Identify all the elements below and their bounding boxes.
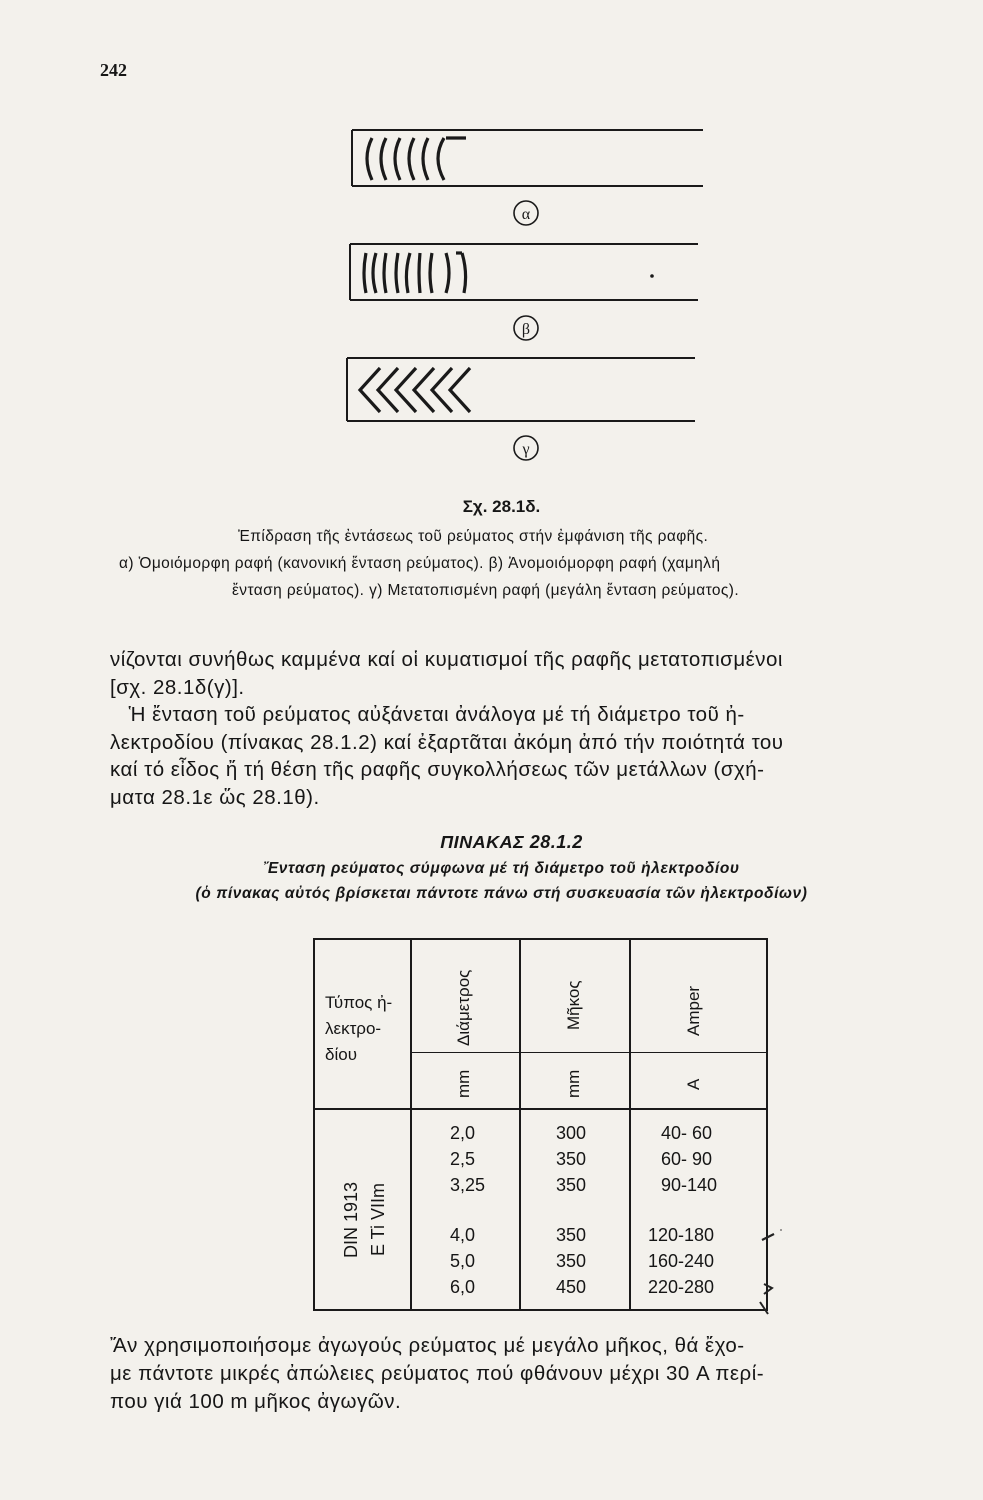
label-beta: β bbox=[521, 321, 531, 338]
figure-title: Σχ. 28.1δ. bbox=[462, 497, 541, 516]
electrode-type-line-2: E Ti VIIm bbox=[368, 1182, 388, 1256]
label-alpha: α bbox=[521, 206, 531, 223]
body-line: [σχ. 28.1δ(γ)]. bbox=[110, 675, 245, 699]
cell-length: 450 bbox=[556, 1277, 587, 1297]
page-number: 242 bbox=[100, 60, 127, 80]
table-subtitle-2: (ὁ πίνακας αὐτός βρίσκεται πάντοτε πάνω στή συσκευασία τῶν ἠλεκτροδίων) bbox=[195, 885, 808, 902]
cell-amper: 220-280 bbox=[648, 1277, 715, 1297]
cell-amper: 60- 90 bbox=[661, 1149, 713, 1169]
cell-diameter: 2,5 bbox=[450, 1149, 476, 1169]
type-header-line: Τύπος ἠ- bbox=[325, 993, 393, 1012]
label-gamma: γ bbox=[522, 441, 530, 458]
caption-line-2: α) Ὁμοιόμορφη ραφή (κανονική ἔνταση ρεύματος). β) Ἀνομοιόμορφη ραφή (χαμηλή bbox=[119, 555, 721, 572]
body-line: ματα 28.1ε ὥς 28.1θ). bbox=[110, 785, 320, 809]
cell-amper: 40- 60 bbox=[661, 1123, 713, 1143]
unit-amper: A bbox=[684, 1078, 703, 1090]
panel-gamma bbox=[347, 358, 695, 421]
cell-length: 350 bbox=[556, 1251, 587, 1271]
figure-weld-seams bbox=[0, 0, 983, 599]
body-line: Ἡ ἔνταση τοῦ ρεύματος αὐξάνεται ἀνάλογα μέ τή διάμετρο τοῦ ἠ- bbox=[110, 703, 745, 726]
footer-line: με πάντοτε μικρές ἀπώλειες ρεύματος πού φθάνουν μέχρι 30 A περί- bbox=[110, 1362, 765, 1385]
cell-diameter: 5,0 bbox=[450, 1251, 476, 1271]
type-header-line: δίου bbox=[325, 1045, 357, 1064]
cell-length: 350 bbox=[556, 1225, 587, 1245]
body-line: νίζονται συνήθως καμμένα καί οἱ κυματισμοί τῆς ραφῆς μετατοπισμένοι bbox=[110, 648, 783, 671]
unit-diameter: mm bbox=[454, 1069, 473, 1098]
type-header bbox=[325, 990, 392, 1068]
caption-line-1: Ἐπίδραση τῆς ἐντάσεως τοῦ ρεύματος στήν ἐμφάνιση τῆς ραφῆς. bbox=[238, 528, 709, 545]
type-header-line: λεκτρο- bbox=[325, 1019, 382, 1038]
panel-alpha bbox=[352, 130, 703, 186]
electrode-current-table bbox=[313, 938, 768, 1311]
header-length: Μῆκος bbox=[564, 980, 583, 1030]
cell-diameter: 2,0 bbox=[450, 1123, 476, 1143]
margin-pencil-marks bbox=[752, 1222, 792, 1322]
cell-amper: 90-140 bbox=[661, 1175, 718, 1195]
cell-amper: 120-180 bbox=[648, 1225, 715, 1245]
cell-diameter: 6,0 bbox=[450, 1277, 476, 1297]
cell-amper: 160-240 bbox=[648, 1251, 715, 1271]
cell-diameter: 3,25 bbox=[450, 1175, 486, 1195]
unit-length: mm bbox=[564, 1069, 583, 1098]
footer-paragraph bbox=[110, 1332, 925, 1416]
body-paragraph bbox=[110, 646, 920, 811]
body-line: καί τό εἶδος ἤ τή θέση τῆς ραφῆς συγκολλήσεως τῶν μετάλλων (σχή- bbox=[110, 758, 765, 781]
panel-beta bbox=[350, 244, 698, 300]
table-subtitle-1: Ἔνταση ρεύματος σύμφωνα μέ τή διάμετρο τοῦ ἠλεκτροδίου bbox=[263, 860, 740, 877]
table-title: ΠΙΝΑΚΑΣ 28.1.2 bbox=[440, 832, 583, 852]
footer-line: που γιά 100 m μῆκος ἀγωγῶν. bbox=[110, 1390, 402, 1413]
cell-length: 350 bbox=[556, 1175, 587, 1195]
header-diameter: Διάμετρος bbox=[454, 969, 473, 1046]
cell-length: 350 bbox=[556, 1149, 587, 1169]
cell-diameter: 4,0 bbox=[450, 1225, 476, 1245]
body-line: λεκτροδίου (πίνακας 28.1.2) καί ἐξαρτᾶται ἀκόμη ἀπό τήν ποιότητά του bbox=[110, 730, 784, 754]
header-amper: Amper bbox=[684, 985, 703, 1036]
cell-length: 300 bbox=[556, 1123, 587, 1143]
weld-seam-diagram bbox=[0, 0, 983, 520]
footer-line: Ἄν χρησιμοποιήσομε ἀγωγούς ρεύματος μέ μεγάλο μῆκος, θά ἔχο- bbox=[110, 1334, 745, 1357]
caption-line-3: ἔνταση ρεύματος). γ) Μετατοπισμένη ραφή (μεγάλη ἔνταση ρεύματος). bbox=[232, 582, 740, 599]
electrode-type-line-1: DIN 1913 bbox=[341, 1181, 361, 1258]
